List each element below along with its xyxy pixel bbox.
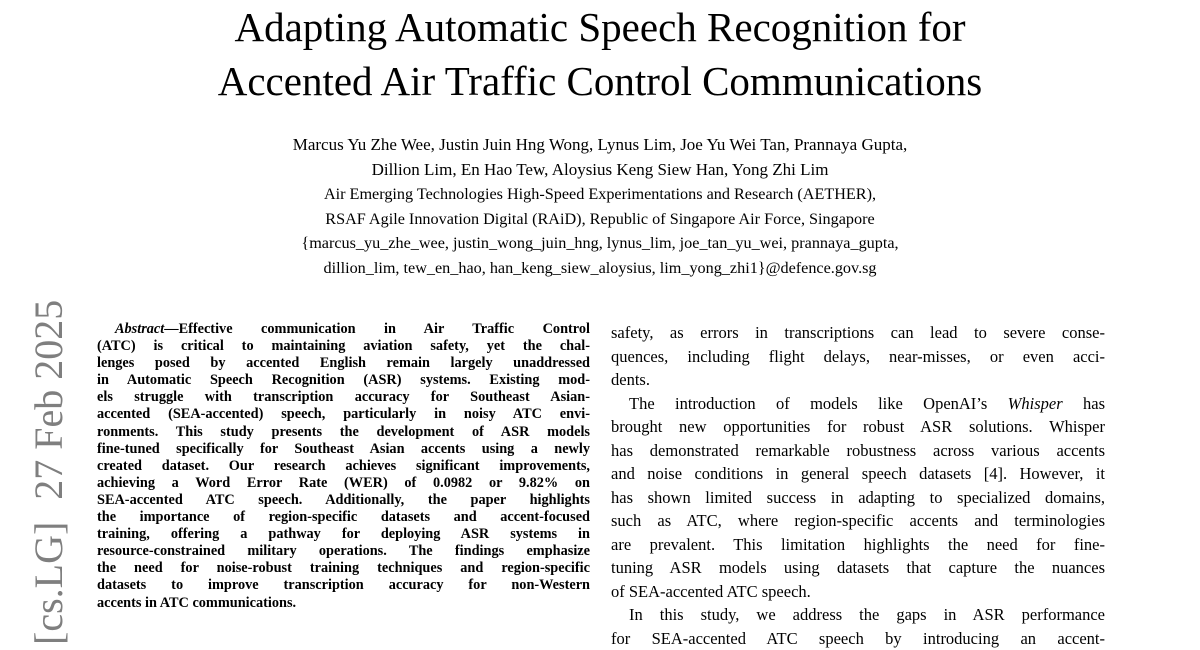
body-line: The introduction of models like OpenAI’s Whisper has <box>611 392 1105 416</box>
title-line: Adapting Automatic Speech Recognition for <box>0 0 1200 54</box>
abstract-line: resource-constrained military operations. The findings emphasize <box>97 543 590 560</box>
author-line: Dillion Lim, En Hao Tew, Aloysius Keng Siew Han, Yong Zhi Lim <box>0 158 1200 183</box>
author-emails <box>0 231 1200 280</box>
body-line: safety, as errors in transcriptions can lead to severe conse- <box>611 321 1105 345</box>
abstract-line: Abstract—Effective communication in Air Traffic Control <box>97 321 590 338</box>
arxiv-date: 27 Feb 2025 <box>26 300 71 500</box>
body-line: dents. <box>611 368 1105 392</box>
affiliation <box>0 182 1200 231</box>
abstract-line: lenges posed by accented English remain largely unaddressed <box>97 355 590 372</box>
abstract-line: the need for noise-robust training techniques and region-specific <box>97 560 590 577</box>
arxiv-category: [cs.LG] <box>26 522 71 645</box>
body-line: such as ATC, where region-specific accents and terminologies <box>611 509 1105 533</box>
abstract-line: the importance of region-specific datasets and accent-focused <box>97 509 590 526</box>
body-line: for SEA-accented ATC speech by introducing an accent- <box>611 627 1105 650</box>
abstract-line: fine-tuned specifically for Southeast Asian accents using a newly <box>97 441 590 458</box>
affiliation-line: Air Emerging Technologies High-Speed Experimentations and Research (AETHER), <box>0 182 1200 207</box>
affiliation-line: RSAF Agile Innovation Digital (RAiD), Republic of Singapore Air Force, Singapore <box>0 207 1200 232</box>
abstract-line: SEA-accented ATC speech. Additionally, the paper highlights <box>97 492 590 509</box>
body-line: brought new opportunities for robust ASR solutions. Whisper <box>611 415 1105 439</box>
author-line: Marcus Yu Zhe Wee, Justin Juin Hng Wong, Lynus Lim, Joe Yu Wei Tan, Prannaya Gupta, <box>0 133 1200 158</box>
abstract-line: datasets to improve transcription accuracy for non-Western <box>97 577 590 594</box>
body-column-right <box>611 321 1105 650</box>
body-line: In this study, we address the gaps in ASR performance <box>611 603 1105 627</box>
email-line: dillion_lim, tew_en_hao, han_keng_siew_aloysius, lim_yong_zhi1}@defence.gov.sg <box>0 256 1200 281</box>
body-line: are prevalent. This limitation highlights the need for fine- <box>611 533 1105 557</box>
body-line: of SEA-accented ATC speech. <box>611 580 1105 604</box>
whisper-emphasis: Whisper <box>1008 394 1063 413</box>
abstract-line: ronments. This study presents the development of ASR models <box>97 424 590 441</box>
body-line: has demonstrated remarkable robustness across various accents <box>611 439 1105 463</box>
body-line: has shown limited success in adapting to specialized domains, <box>611 486 1105 510</box>
body-line: tuning ASR models using datasets that capture the nuances <box>611 556 1105 580</box>
title-line: Accented Air Traffic Control Communications <box>0 54 1200 108</box>
abstract-line: accents in ATC communications. <box>97 595 590 612</box>
arxiv-stamp <box>27 278 71 645</box>
paper-title <box>0 0 1200 108</box>
body-line: and noise conditions in general speech datasets [4]. However, it <box>611 462 1105 486</box>
author-list <box>0 133 1200 182</box>
body-line: quences, including flight delays, near-misses, or even acci- <box>611 345 1105 369</box>
abstract-line: els struggle with transcription accuracy for Southeast Asian- <box>97 389 590 406</box>
abstract <box>97 321 590 612</box>
email-line: {marcus_yu_zhe_wee, justin_wong_juin_hng, lynus_lim, joe_tan_yu_wei, prannaya_gupta, <box>0 231 1200 256</box>
abstract-line: training, offering a pathway for deploying ASR systems in <box>97 526 590 543</box>
abstract-line: accented (SEA-accented) speech, particularly in noisy ATC envi- <box>97 406 590 423</box>
abstract-line: in Automatic Speech Recognition (ASR) systems. Existing mod- <box>97 372 590 389</box>
abstract-label: Abstract <box>115 321 164 337</box>
abstract-line: achieving a Word Error Rate (WER) of 0.0982 or 9.82% on <box>97 475 590 492</box>
abstract-line: created dataset. Our research achieves significant improvements, <box>97 458 590 475</box>
abstract-line: (ATC) is critical to maintaining aviation safety, yet the chal- <box>97 338 590 355</box>
